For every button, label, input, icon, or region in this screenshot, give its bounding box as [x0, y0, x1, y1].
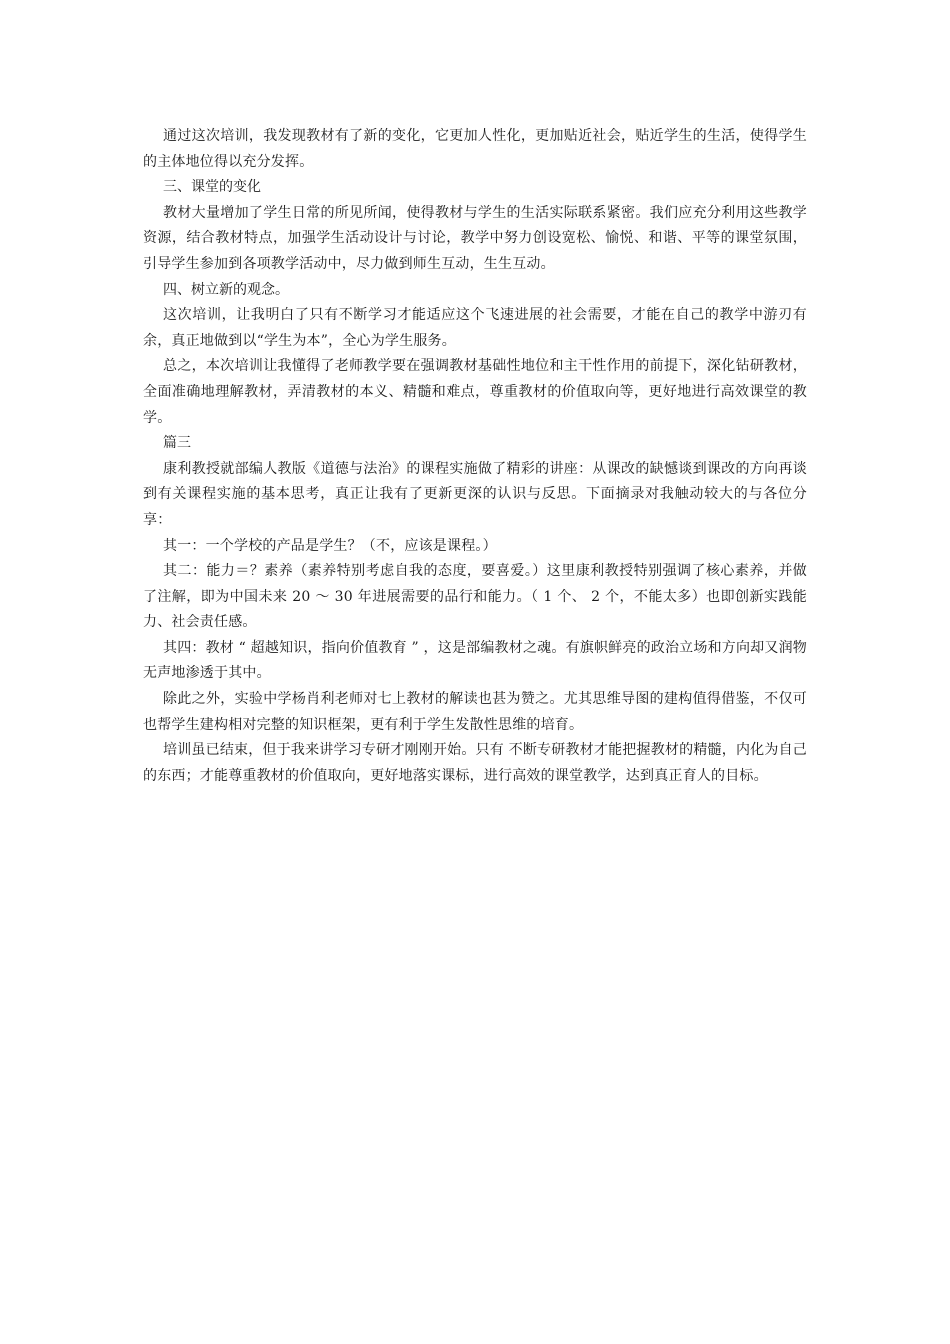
paragraph-new-concept: 这次培训，让我明白了只有不断学习才能适应这个飞速进展的社会需要，才能在自己的教学中游刃有余，真正地做到以“学生为本”，全心为学生服务。 [143, 307, 807, 349]
section-heading-part-three: 篇三 [163, 435, 191, 452]
document-page [143, 124, 807, 789]
paragraph-lecture-intro: 康利教授就部编人教版《道德与法治》的课程实施做了精彩的讲座：从课改的缺憾谈到课改的方向再谈到有关课程实施的基本思考，真正让我有了更新更深的认识与反思。下面摘录对我触动较大的与各位分享： [143, 460, 807, 528]
paragraph-point-four: 其四：教材 “ 超越知识，指向价值教育 ” ，这是部编教材之魂。有旗帜鲜亮的政治立场和方向却又润物无声地渗透于其中。 [143, 639, 807, 682]
paragraph-additional: 除此之外，实验中学杨肖利老师对七上教材的解读也甚为赞之。尤其思维导图的建构值得借鉴，不仅可也帮学生建构相对完整的知识框架，更有利于学生发散性思维的培育。 [143, 691, 807, 733]
section-heading-new-concept: 四、树立新的观念。 [163, 281, 289, 298]
paragraph-point-two: 其二：能力＝？素养（素养特别考虑自我的态度，要喜爱。）这里康利教授特别强调了核心素养，并做了注解，即为中国未来 20 ～ 30 年进展需要的品行和能力。（ 1 个、 2 个，不能太多）也即创新实践能力、社会责任感。 [143, 563, 807, 631]
section-heading-classroom-change: 三、课堂的变化 [163, 179, 261, 196]
paragraph-summary: 总之，本次培训让我懂得了老师教学要在强调教材基础性地位和主干性作用的前提下，深化钻研教材，全面准确地理解教材，弄清教材的本义、精髓和难点，尊重教材的价值取向等，更好地进行高效课堂的教学。 [143, 358, 807, 426]
paragraph-classroom-change: 教材大量增加了学生日常的所见所闻，使得教材与学生的生活实际联系紧密。我们应充分利用这些教学资源，结合教材特点，加强学生活动设计与讨论，教学中努力创设宽松、愉悦、和谐、平等的课堂氛围，引导学生参加到各项教学活动中，尽力做到师生互动，生生互动。 [143, 204, 807, 272]
paragraph-intro-changes: 通过这次培训，我发现教材有了新的变化，它更加人性化，更加贴近社会，贴近学生的生活，使得学生的主体地位得以充分发挥。 [143, 128, 807, 170]
paragraph-point-one: 其一：一个学校的产品是学生？（不，应该是课程。） [163, 537, 497, 554]
paragraph-conclusion: 培训虽已结束，但于我来讲学习专研才刚刚开始。只有 不断专研教材才能把握教材的精髓，内化为自己的东西；才能尊重教材的价值取向，更好地落实课标，进行高效的课堂教学，达到真正育人的目标。 [143, 742, 807, 784]
